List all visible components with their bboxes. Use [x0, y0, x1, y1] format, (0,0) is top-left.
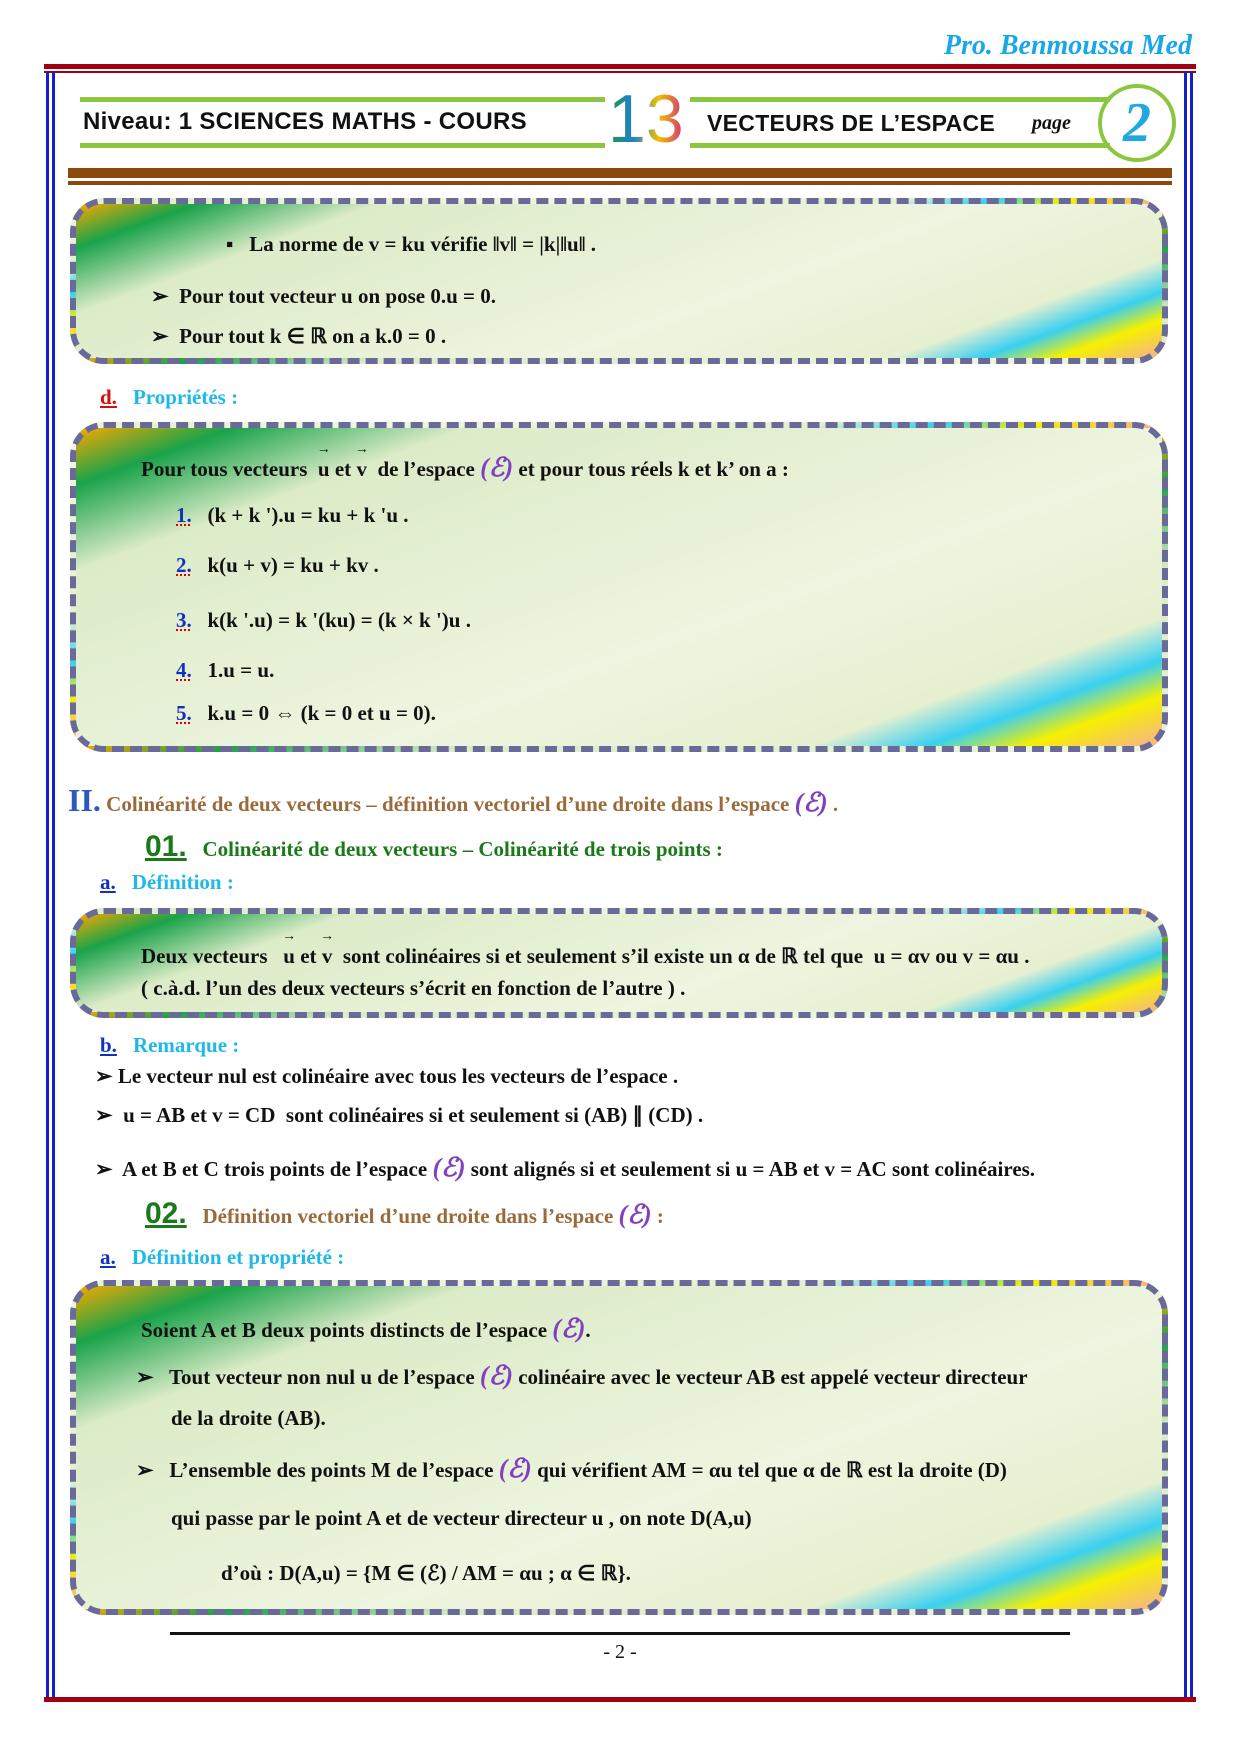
property-text: k.u = 0 ⇔ (k = 0 et u = 0). — [207, 701, 436, 725]
property-number: 4. — [176, 658, 192, 682]
remark-text: Le vecteur nul est colinéaire avec tous les vecteurs de l’espace . — [117, 1064, 679, 1088]
subsection-number: 02. — [145, 1197, 187, 1230]
property-number: 3. — [176, 608, 192, 632]
label-a: a. — [100, 870, 116, 894]
remark-3: ➢ A et B et C trois points de l’espace (ℰ) sont alignés si et seulement si u = AB et v = AC sont colinéaires. — [95, 1153, 1036, 1182]
zero-u-text: Pour tout vecteur u on pose 0.u = 0. — [179, 284, 496, 308]
subsection-number: 01. — [145, 830, 187, 863]
line-def-4: ➢ L’ensemble des points M de l’espace (ℰ) qui vérifient AM = αu tel que α de ℝ est la droite (D) — [136, 1454, 1007, 1483]
k-zero-text: Pour tout k ∈ ℝ on a k.0 = 0 . — [179, 324, 447, 348]
property-number: 5. — [176, 701, 192, 725]
subsection-title: Définition vectoriel d’une droite dans l’espace — [202, 1204, 614, 1228]
remark-text: sont colinéaires si et seulement si (AB) ∥ (CD) . — [285, 1103, 704, 1127]
intro-text: et pour tous réels k et k’ on a : — [518, 457, 789, 481]
property-number: 1. — [176, 503, 192, 527]
top-border — [44, 64, 1196, 69]
heading-d — [100, 385, 238, 410]
subsection-title: Colinéarité de deux vecteurs – Colinéarité de trois points : — [202, 837, 723, 861]
page-number-badge: 2 — [1098, 84, 1176, 162]
definition-line-1: Deux vecteurs → u et → v sont colinéaires si et seulement s’il existe un α de ℝ tel que u = αv ou v = αu . — [141, 944, 1030, 969]
remark-2: ➢ u = AB et v = CD sont colinéaires si et seulement si (AB) ∥ (CD) . — [95, 1103, 704, 1127]
property-4 — [176, 658, 274, 683]
def-text: Deux vecteurs — [141, 944, 268, 968]
right-border — [1190, 72, 1193, 1697]
section-number: II. — [68, 782, 101, 818]
property-text: 1.u = u. — [207, 658, 275, 682]
intro-text: de l’espace — [377, 457, 475, 481]
colon: : — [656, 1204, 664, 1228]
header-rule — [80, 143, 605, 148]
level-label: Niveau: 1 SCIENCES MATHS - COURS — [83, 108, 527, 135]
subsection-01-heading — [145, 830, 723, 864]
bullet-zero-u: ➢ Pour tout vecteur u on pose 0.u = 0. — [151, 284, 496, 308]
heading-a2 — [100, 1245, 344, 1270]
heading-a1 — [100, 870, 234, 895]
header-rule — [80, 97, 605, 102]
space-symbol: (ℰ) — [618, 1200, 652, 1229]
space-symbol: (ℰ) — [794, 788, 828, 817]
content-box-1 — [70, 198, 1168, 364]
title-a: Définition et propriété : — [131, 1245, 345, 1269]
page-word: page — [1032, 112, 1071, 134]
space-symbol: (ℰ) — [480, 453, 514, 482]
line-def-2: ➢ Tout vecteur non nul u de l’espace (ℰ) colinéaire avec le vecteur AB est appelé vecteur directeur — [136, 1361, 1028, 1390]
label-d: d. — [100, 385, 117, 409]
header-rule — [690, 143, 1110, 148]
lesson-number: 13 — [608, 81, 684, 157]
header-brown-bar-thin — [68, 181, 1172, 185]
vector-v: → v — [356, 457, 367, 482]
top-border-thin — [44, 71, 1196, 73]
def-text: Soient A et B deux points distincts de l’espace — [141, 1318, 548, 1342]
property-text: k(k '.u) = k '(ku) = (k × k ')u . — [207, 608, 471, 632]
label-b: b. — [100, 1033, 117, 1057]
def-text: sont colinéaires si et seulement s’il existe un α de ℝ tel que — [342, 944, 864, 968]
property-text: k(u + v) = ku + kv . — [207, 553, 379, 577]
def-text: L’ensemble des points M de l’espace — [169, 1458, 494, 1482]
title-d: Propriétés : — [132, 385, 239, 409]
footer-rule — [170, 1632, 1070, 1635]
intro-text: Pour tous vecteurs — [141, 457, 308, 481]
def-text: Tout vecteur non nul u de l’espace — [168, 1365, 475, 1389]
property-number: 2. — [176, 553, 192, 577]
def-text: qui vérifient AM = αu tel que α de ℝ est la droite (D) — [537, 1458, 1007, 1482]
bullet-norm: ▪ La norme de v = ku vérifie ‖v‖ = |k|‖u‖ . — [226, 232, 597, 256]
title-b: Remarque : — [132, 1033, 240, 1057]
remark-text: sont colinéaires. — [891, 1157, 1036, 1181]
property-3 — [176, 608, 471, 633]
left-border-inner — [52, 72, 55, 1697]
definition-line-2: ( c.à.d. l’un des deux vecteurs s’écrit en fonction de l’autre ) . — [141, 976, 686, 1000]
vector-u: → u — [318, 457, 330, 482]
bottom-border — [44, 1697, 1196, 1702]
bullet-k-zero: ➢ Pour tout k ∈ ℝ on a k.0 = 0 . — [151, 324, 447, 348]
space-symbol: (ℰ) — [479, 1361, 513, 1390]
line-def-3: de la droite (AB). — [171, 1406, 326, 1430]
section-title: Colinéarité de deux vecteurs – définition vectoriel d’une droite dans l’espace — [106, 792, 790, 816]
remark-1: ➢ Le vecteur nul est colinéaire avec tous les vecteurs de l’espace . — [95, 1064, 679, 1088]
def-formula: u = αv ou v = αu . — [873, 944, 1030, 968]
header-brown-bar — [68, 168, 1172, 178]
line-def-1: Soient A et B deux points distincts de l’espace (ℰ). — [141, 1314, 591, 1343]
header-rule — [690, 97, 1110, 102]
def-text: colinéaire avec le vecteur AB est appelé vecteur directeur — [518, 1365, 1028, 1389]
line-def-6: d’où : D(A,u) = {M ∈ (ℰ) / AM = αu ; α ∈ ℝ}. — [221, 1561, 631, 1585]
property-2 — [176, 553, 379, 578]
content-box-definition — [70, 908, 1168, 1018]
author-signature: Pro. Benmoussa Med — [943, 30, 1192, 61]
right-border-inner — [1184, 72, 1187, 1697]
norm-text: La norme de v = ku vérifie ‖v‖ = |k|‖u‖ . — [249, 232, 597, 256]
label-a: a. — [100, 1245, 116, 1269]
properties-intro: Pour tous vecteurs → u et → v de l’espace (ℰ) et pour tous réels k et k’ on a : — [141, 453, 789, 483]
property-1 — [176, 503, 409, 528]
heading-b — [100, 1033, 239, 1058]
section-ii-heading: II. Colinéarité de deux vecteurs – définition vectoriel d’une droite dans l’espace (ℰ) . — [68, 782, 839, 818]
property-5 — [176, 701, 436, 726]
property-text: (k + k ').u = ku + k 'u . — [207, 503, 409, 527]
title-a: Définition : — [131, 870, 234, 894]
lesson-title: VECTEURS DE L’ESPACE — [707, 110, 996, 136]
remark-formula: u = AB et v = AC — [735, 1157, 887, 1181]
remark-text: A et B et C trois points de l’espace — [121, 1157, 428, 1181]
space-symbol: (ℰ) — [552, 1314, 586, 1343]
space-symbol: (ℰ) — [432, 1153, 466, 1182]
remark-formula: u = AB et v = CD — [123, 1103, 276, 1127]
content-box-line-definition — [70, 1280, 1168, 1615]
subsection-02-heading — [145, 1197, 664, 1231]
line-def-5: qui passe par le point A et de vecteur directeur u , on note D(A,u) — [171, 1506, 752, 1530]
remark-text: sont alignés si et seulement si — [470, 1157, 731, 1181]
content-box-properties — [70, 422, 1168, 752]
space-symbol: (ℰ) — [498, 1454, 532, 1483]
left-border — [46, 72, 49, 1697]
footer-page-number: - 2 - — [603, 1641, 637, 1663]
